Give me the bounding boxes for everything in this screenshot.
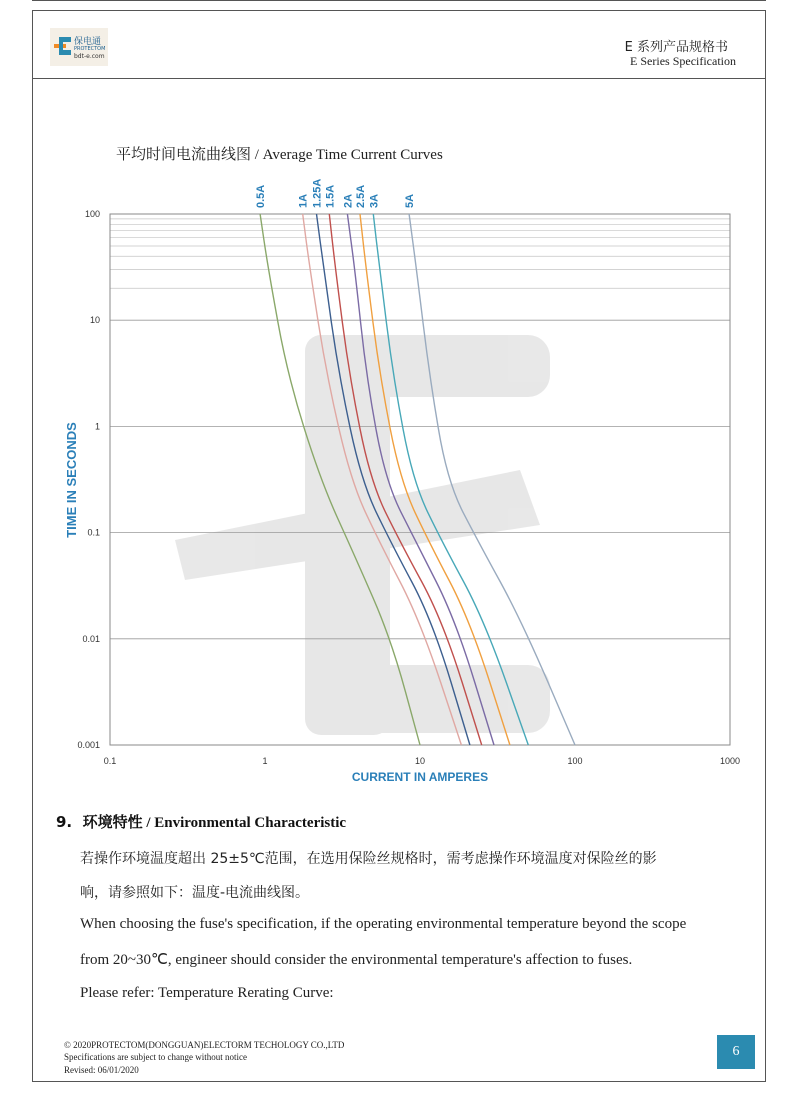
- series-label-2A: 2A: [342, 193, 355, 208]
- series-label-3A: 3A: [368, 193, 381, 208]
- section-number: 9.: [56, 813, 73, 831]
- footer-revised: Revised: 06/01/2020: [64, 1065, 139, 1075]
- section-title: [56, 811, 346, 832]
- y-tick-label: 10: [89, 315, 100, 326]
- paragraph-cn-line-2: 响，请参照如下：温度-电流曲线图。: [80, 885, 310, 901]
- series-label-5A: 5A: [404, 193, 417, 208]
- chart-series-labels: [255, 179, 416, 208]
- x-tick-label: 10: [414, 756, 426, 766]
- paragraph-en-line-2: from 20~30℃, engineer should consider the environmental temperature's affection to fuses.: [80, 952, 633, 968]
- x-tick-label: 100: [567, 756, 583, 766]
- y-tick-label: 0.01: [82, 633, 100, 644]
- footer-copyright: © 2020PROTECTOM(DONGGUAN)ELECTORM TECHOLOGY CO.,LTD: [64, 1040, 345, 1050]
- x-tick-label: 0.1: [103, 756, 117, 766]
- series-label-2-5A: 2.5A: [355, 184, 367, 208]
- section-title-en: / Environmental Characteristic: [142, 815, 347, 831]
- watermark-e-logo: [175, 335, 550, 735]
- x-tick-label: 1: [262, 756, 268, 766]
- chart-title-cn: 平均时间电流曲线图: [116, 145, 252, 163]
- logo-url-text: bdt-e.com: [74, 53, 105, 60]
- chart-title-en: / Average Time Current Curves: [251, 147, 443, 163]
- page-number: 6: [717, 1035, 755, 1069]
- series-label-1-25A: 1.25A: [311, 178, 324, 208]
- paragraph-en-line-3: Please refer: Temperature Rerating Curve:: [80, 985, 334, 1001]
- footer-notice: Specifications are subject to change without notice: [64, 1052, 247, 1062]
- y-tick-label: 0.001: [77, 740, 100, 750]
- paragraph-cn-line-1: 若操作环境温度超出 25±5℃范围，在选用保险丝规格时，需考虑操作环境温度对保险丝的影: [80, 851, 657, 867]
- logo-cn-text: 保电通: [74, 37, 102, 47]
- series-label-0-5A: 0.5A: [255, 184, 268, 208]
- y-tick-label: 1: [94, 421, 100, 432]
- y-tick-label: 0.1: [87, 527, 100, 538]
- series-label-1-5A: 1.5A: [324, 184, 337, 208]
- logo-en-text: PROTECTOM: [74, 46, 106, 52]
- x-tick-label: 1000: [719, 756, 741, 766]
- x-axis-label: CURRENT IN AMPERES: [351, 770, 489, 784]
- header-title-en: E Series Specification: [630, 54, 736, 68]
- y-axis-label: TIME IN SECONDS: [64, 422, 79, 538]
- header-title-cn: E 系列产品规格书: [624, 40, 728, 55]
- y-tick-label: 100: [84, 209, 100, 219]
- paragraph-en-line-1: When choosing the fuse's specification, if the operating environmental temperature beyond the scope: [80, 916, 687, 932]
- series-label-1A: 1A: [297, 193, 310, 208]
- section-title-cn: 环境特性: [82, 813, 143, 831]
